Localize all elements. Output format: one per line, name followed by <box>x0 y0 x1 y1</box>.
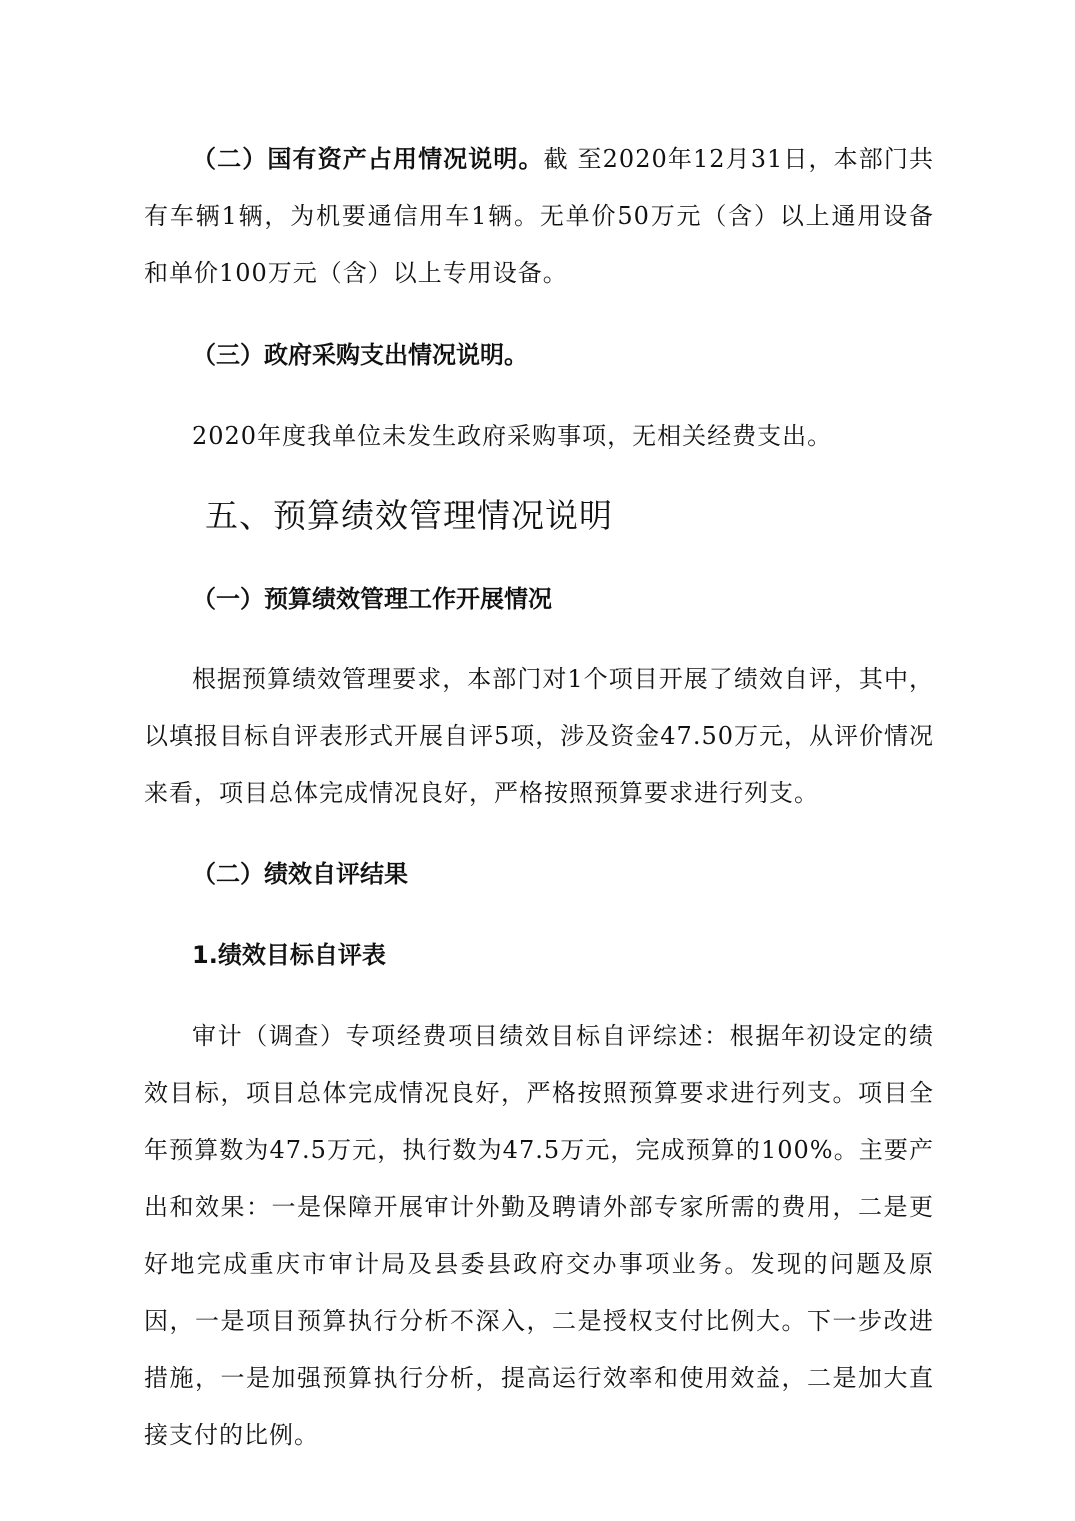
chapter-title: 五、预算绩效管理情况说明 <box>205 496 613 535</box>
asset-note-label: （二）国有资产占用情况说明。 <box>192 145 544 173</box>
asset-note-text: 截 至2020年12月31日，本部门共有车辆1辆，为机要通信用车1辆。无单价50万元（含）以上通用设备和单价100万元（含）以上专用设备。 <box>144 145 934 287</box>
performance-work-heading: （一）预算绩效管理工作开展情况 <box>192 585 552 613</box>
procurement-heading: （三）政府采购支出情况说明。 <box>192 341 528 369</box>
performance-work-paragraph: 根据预算绩效管理要求，本部门对1个项目开展了绩效自评，其中，以填报目标自评表形式开展自评5项，涉及资金47.50万元，从评价情况来看，项目总体完成情况良好，严格按照预算要求进行列支。 <box>144 665 934 807</box>
self-eval-table-heading: 1.绩效目标自评表 <box>192 941 386 969</box>
self-eval-heading: （二）绩效自评结果 <box>192 860 408 888</box>
self-eval-paragraph: 审计（调查）专项经费项目绩效目标自评综述：根据年初设定的绩效目标，项目总体完成情况良好，严格按照预算要求进行列支。项目全年预算数为47.5万元，执行数为47.5万元，完成预算的100%。主要产出和效果：一是保障开展审计外勤及聘请外部专家所需的费用，二是更好地完成重庆市审计局及县委县政府交办事项业务。发现的问题及原因，一是项目预算执行分析不深入，二是授权支付比例大。下一步改进措施，一是加强预算执行分析，提高运行效率和使用效益，二是加大直接支付的比例。 <box>144 1022 934 1449</box>
procurement-paragraph: 2020年度我单位未发生政府采购事项，无相关经费支出。 <box>192 422 833 450</box>
asset-note-paragraph <box>144 131 934 302</box>
